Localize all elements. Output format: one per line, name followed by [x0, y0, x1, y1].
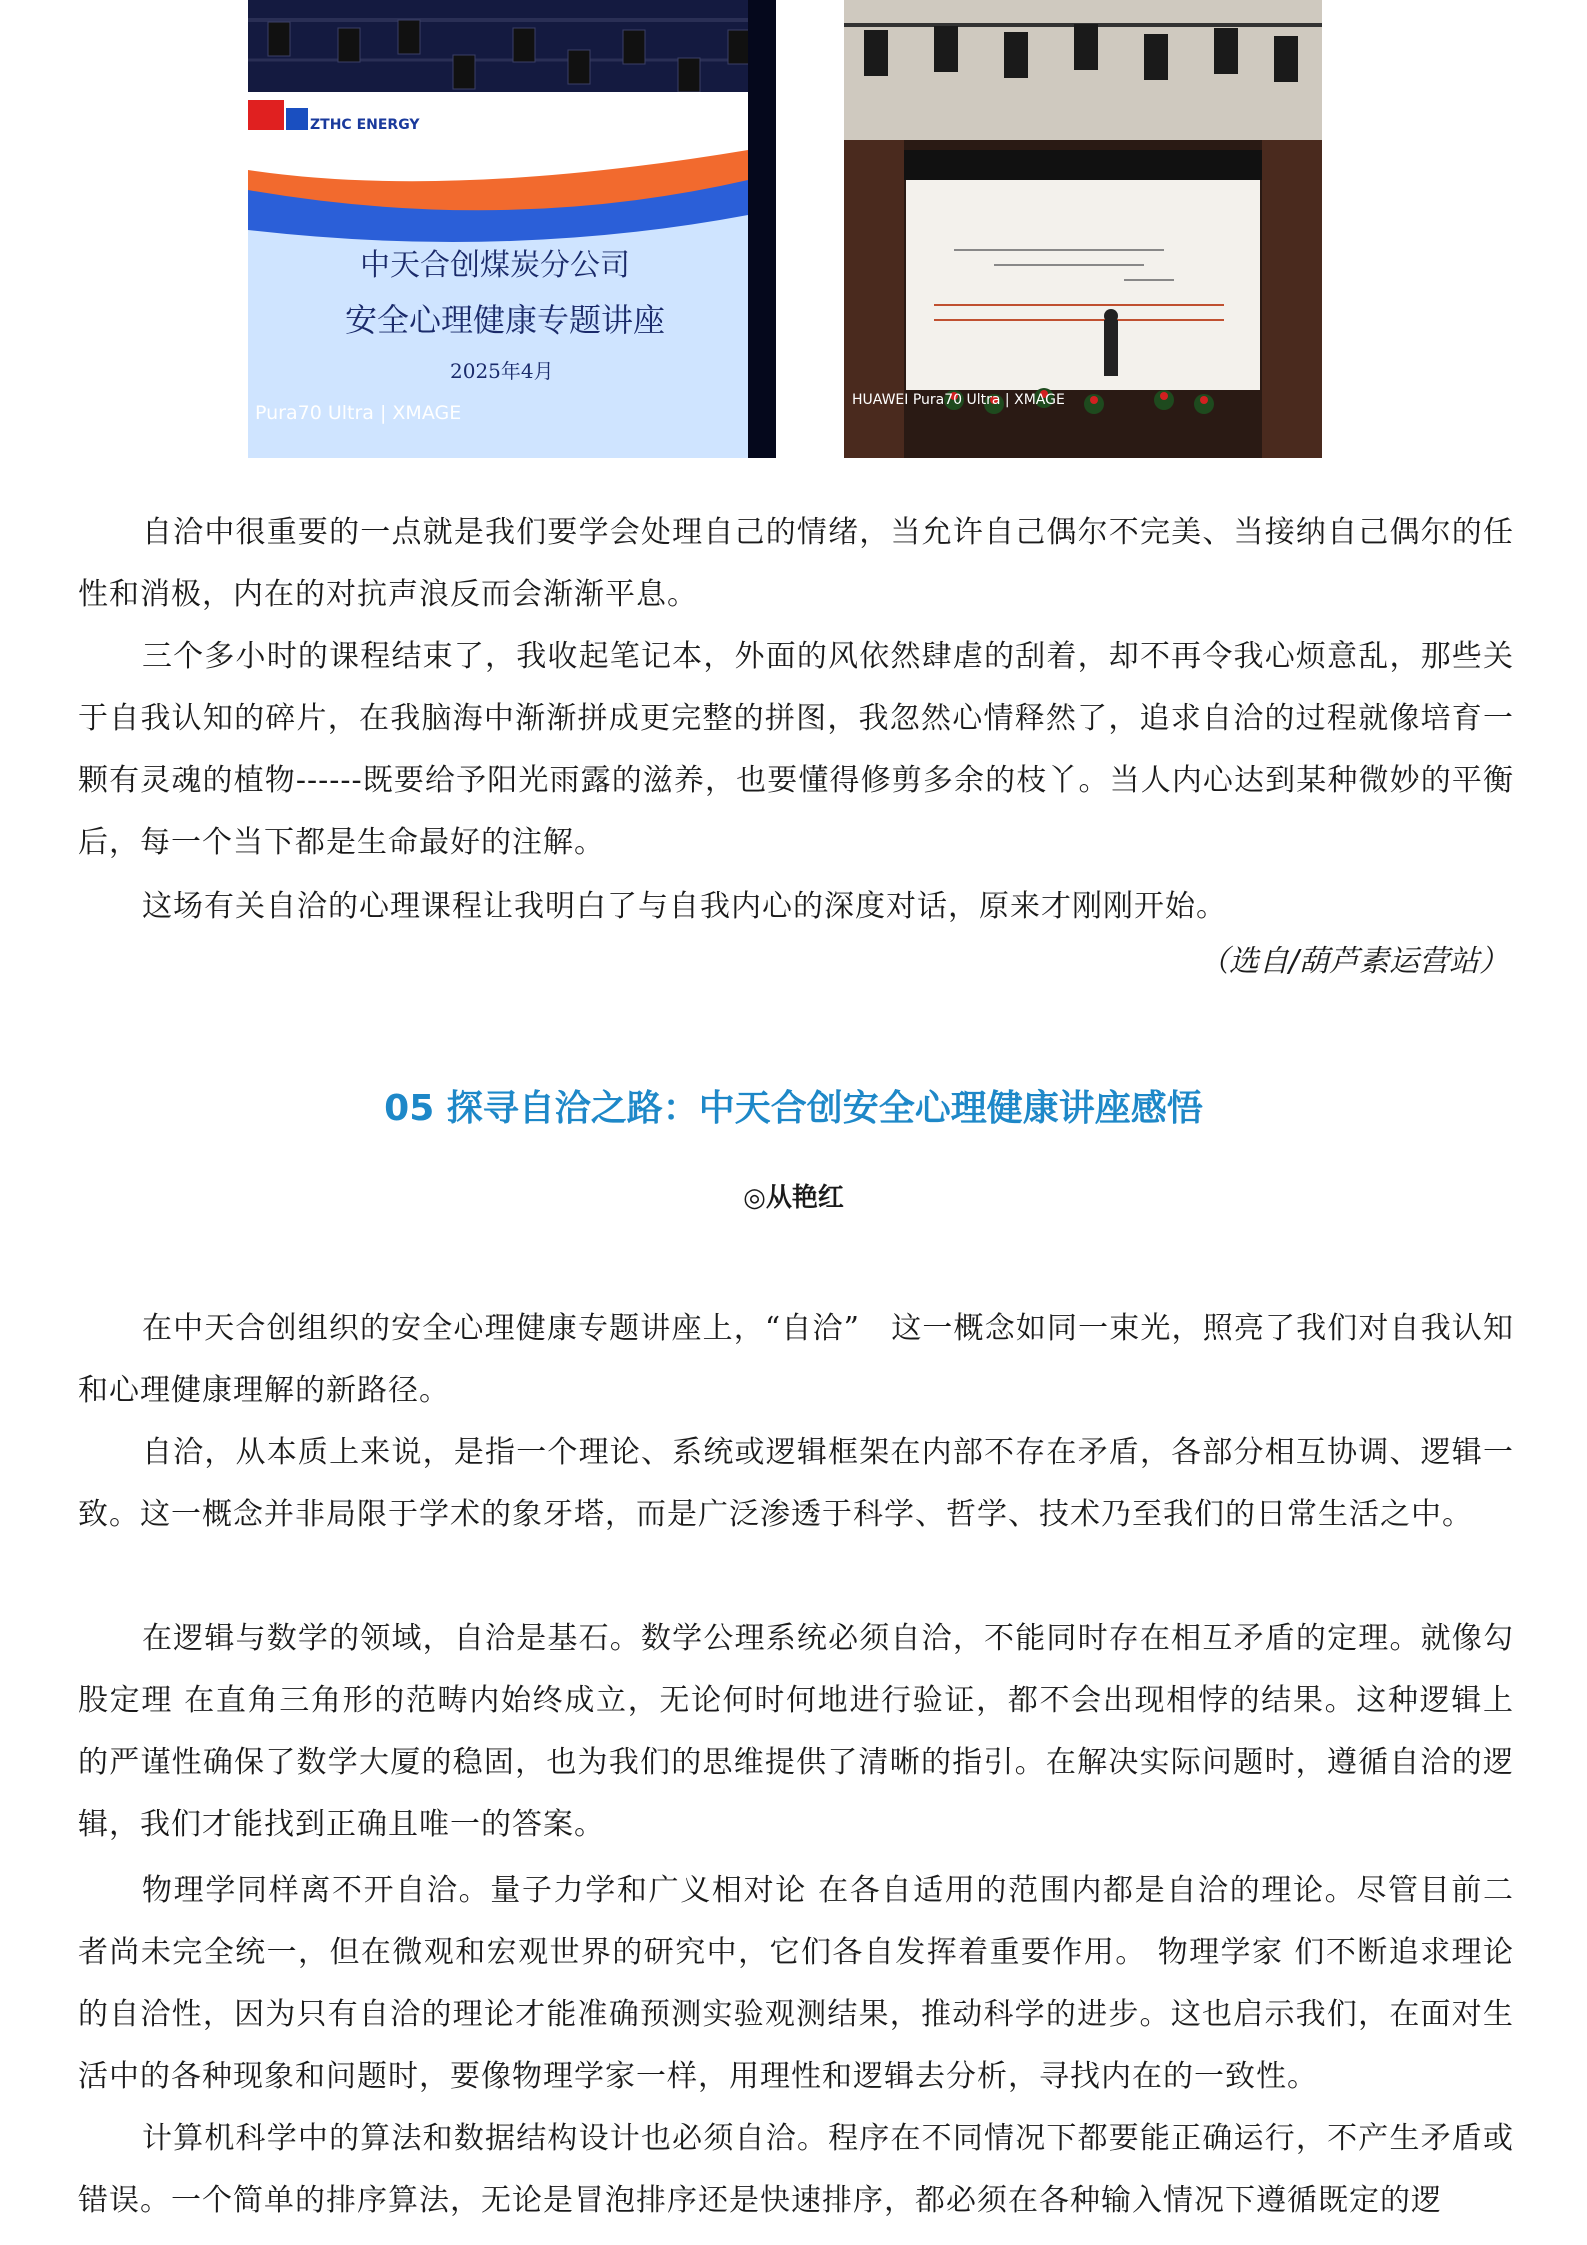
- article-title: 05 探寻自洽之路：中天合创安全心理健康讲座感悟: [384, 1088, 1203, 1129]
- ztHC-logo-text: ZTHC ENERGY: [310, 117, 420, 133]
- body-paragraph: 这场有关自洽的心理课程让我明白了与自我内心的深度对话，原来才刚刚开始。: [142, 889, 1227, 924]
- screen-title-line2: 安全心理健康专题讲座: [345, 301, 666, 339]
- lecture-title-photo: [248, 0, 776, 458]
- body-paragraph: 三个多小时的课程结束了，我收起笔记本，外面的风依然肆虐的刮着，却不再令我心烦意乱，那些关于自我认知的碎片，在我脑海中渐渐拼成更完整的拼图，我忽然心情释然了，追求自洽的过程就像培育一颗有灵魂的植物------既要给予阳光雨露的滋养，也要懂得修剪多余的枝丫。当人内心达到某种微妙的平衡后，每一个当下都是生命最好的注解。: [78, 639, 1514, 860]
- body-paragraph: 在逻辑与数学的领域，自洽是基石。数学公理系统必须自洽，不能同时存在相互矛盾的定理。就像勾股定理 在直角三角形的范畴内始终成立，无论何时何地进行验证，都不会出现相悖的结果。这种逻辑上的严谨性确保了数学大厦的稳固，也为我们的思维提供了清晰的指引。在解决实际问题时，遵循自洽的逻辑，我们才能找到正确且唯一的答案。: [78, 1621, 1514, 1842]
- body-paragraph: 计算机科学中的算法和数据结构设计也必须自洽。程序在不同情况下都要能正确运行，不产生矛盾或错误。一个简单的排序算法，无论是冒泡排序还是快速排序，都必须在各种输入情况下遵循既定的逻: [78, 2121, 1514, 2218]
- screen-date: 2025年4月: [450, 359, 554, 383]
- body-paragraph: 自洽，从本质上来说，是指一个理论、系统或逻辑框架在内部不存在矛盾，各部分相互协调、逻辑一致。这一概念并非局限于学术的象牙塔，而是广泛渗透于科学、哲学、技术乃至我们的日常生活之中。: [78, 1435, 1514, 1532]
- source-credit: （选自/葫芦素运营站）: [1198, 944, 1509, 979]
- screen-title-line1: 中天合创煤炭分公司: [360, 248, 630, 283]
- body-paragraph: 自洽中很重要的一点就是我们要学会处理自己的情绪，当允许自己偶尔不完美、当接纳自己偶尔的任性和消极，内在的对抗声浪反而会渐渐平息。: [78, 515, 1514, 612]
- photo-watermark: HUAWEI Pura70 Ultra | XMAGE: [852, 392, 1065, 408]
- lecture-stage-photo: [844, 0, 1322, 458]
- article-byline: ◎从艳红: [743, 1183, 844, 1213]
- photo-watermark: Pura70 Ultra | XMAGE: [255, 402, 462, 424]
- body-paragraph: 在中天合创组织的安全心理健康专题讲座上，“自洽” 这一概念如同一束光，照亮了我们对自我认知和心理健康理解的新路径。: [78, 1311, 1514, 1408]
- body-paragraph: 物理学同样离不开自洽。量子力学和广义相对论 在各自适用的范围内都是自洽的理论。尽管目前二者尚未完全统一，但在微观和宏观世界的研究中，它们各自发挥着重要作用。 物理学家 们不断追求理论的自洽性，因为只有自洽的理论才能准确预测实验观测结果，推动科学的进步。这也启示我们，在面对生活中的各种现象和问题时，要像物理学家一样，用理性和逻辑去分析，寻找内在的一致性。: [78, 1873, 1514, 2094]
